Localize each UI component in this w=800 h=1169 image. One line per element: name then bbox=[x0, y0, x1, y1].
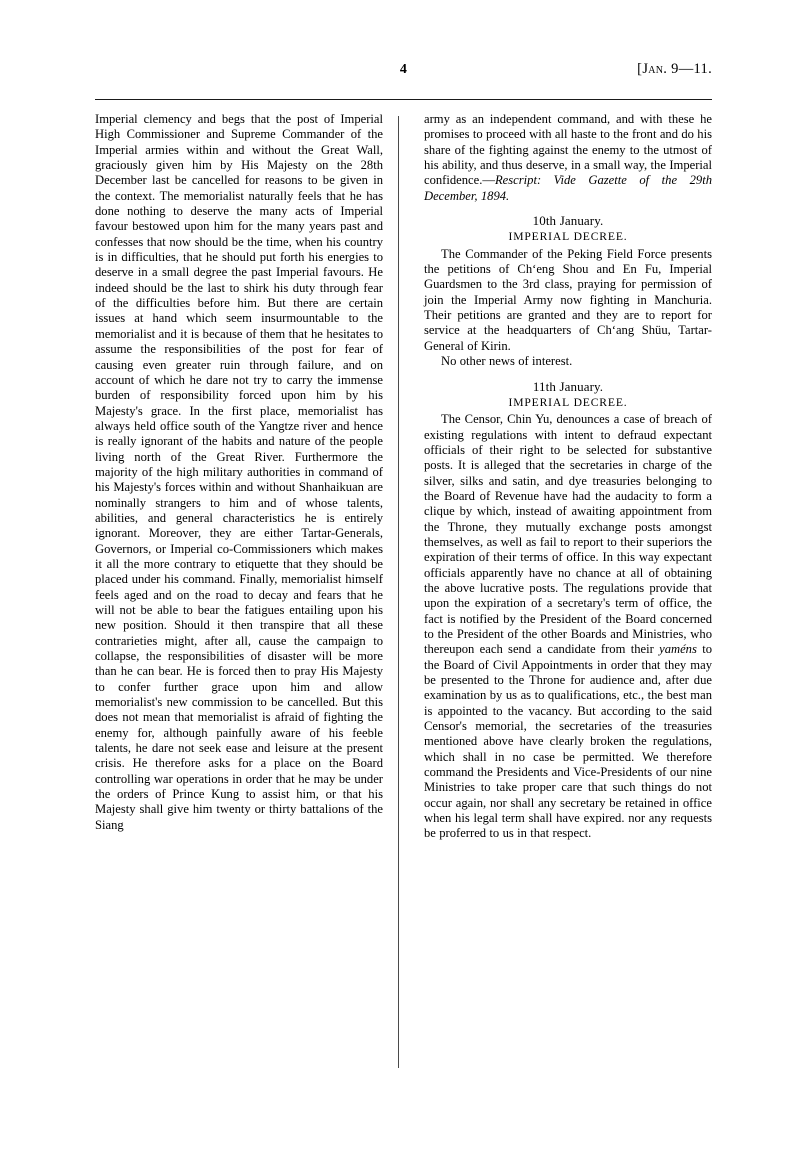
page-number: 4 bbox=[399, 62, 408, 77]
header-rule bbox=[95, 99, 712, 100]
running-head bbox=[95, 62, 712, 88]
running-head-days: 9—11. bbox=[667, 61, 712, 77]
date-heading-11th-january: 11th January. bbox=[532, 378, 604, 394]
date-heading-10th-january: 10th January. bbox=[532, 213, 604, 229]
no-other-news-note: No other news of interest. bbox=[441, 354, 573, 369]
memorial-conclusion-text: army as an independent command, and with these he promises to proceed with all haste to the front and do his share of the fighting against the enemy to the utmost of his ability, and thus deserve, in a small way, the Imperial confidence.— bbox=[424, 112, 712, 188]
column-divider-rule bbox=[398, 116, 399, 1068]
decree-heading-11th-january: IMPERIAL DECREE. bbox=[508, 395, 628, 409]
memorial-continuation-paragraph: Imperial clemency and begs that the post of Imperial High Commissioner and Supreme Commander of the Imperial armies within and without the Great Wall, graciously given him by His Majesty on the 28th December last be cancelled for reasons to be given in the context. The memorialist naturally feels that he has done nothing to deserve the many acts of Imperial favour bestowed upon him for the many years past and confesses that now should be the time, when his country is in difficulties, that he should put forth his energies to deserve in a small degree the past Imperial favours. He indeed should be the last to shirk his duty through fear of the difficulties before him. But there are certain issues at hand which seem insurmountable to the memorialist and it is because of them that he hesitates to assume the responsibilities of the post for fear of causing even greater ruin through failure, and on account of which he dare not try to carry the immense burden of responsibility forced upon him by his Majesty's grace. In the first place, memorialist has always held office south of the Yangtze river and hence is really ignorant of the habits and nature of the people living north of the Great River. Furthermore the majority of the high military authorities in command of his Majesty's forces within and without Shanhaikuan are nominally strangers to him and of whose talents, abilities, and general characteristics he is entirely ignorant. Moreover, they are either Tartar-Generals, Governors, or Imperial co-Commissioners which makes it all the more contrary to etiquette that they should be placed under his command. Finally, memorialist himself feels aged and on the road to decay and fears that he will not be able to bear the fatigues entailing upon his new position. Should it then transpire that all these contrarieties might, after all, cause the campaign to collapse, the responsibilities of disaster will be more than he can bear. He is forced then to pray His Majesty to confer further grace upon him and allow memorialist's new commission to be cancelled. But this does not mean that memorialist is afraid of fighting the enemy for, although painfully aware of his feeble talents, he dare not seek ease and leisure at the present crisis. He therefore asks for a place on the Board controlling war operations in order that he may be under the orders of Prince Kung to assist him, or that his Majesty shall give him twenty or thirty battalions of the Siang bbox=[95, 112, 383, 832]
decree-body-part-one: The Censor, Chin Yu, denounces a case of breach of existing regulations with intent to defraud expectant officials of their right to be selected for substantive posts. It is alleged that the secretaries in charge of the silver, silks and satin, and dye treasuries belonging to the Board of Revenue have had the audacity to form a clique by which, instead of awaiting appointment from the Throne, they mutually exchange posts amongst themselves, as well as fail to report to their superiors the expiration of their terms of office. In this way expectant officials apparently have no chance at all of obtaining the above lucrative posts. The regulations provide that upon the expiration of a secretary's term of office, the fact is notified by the President of the Board concerned to the President of the other Boards and Ministries, who thereupon each send a candidate from their bbox=[424, 412, 712, 657]
running-head-date-range bbox=[637, 61, 712, 78]
decree-body-11th-january bbox=[424, 412, 712, 842]
rescript-label: Rescript: bbox=[494, 173, 542, 188]
memorial-conclusion-paragraph bbox=[424, 112, 712, 204]
yamens-term: yaméns bbox=[659, 642, 697, 657]
decree-body-part-two: to the Board of Civil Appointments in order that they may be presented to the Throne for audience and, after due examination by us as to qualifications, etc., the best man is appointed to the vacancy. But according to the said Censor's memorial, the secretaries of the treasuries mentioned above have clearly broken the regulations, which shall in no case be permitted. We therefore command the Presidents and Vice-Presidents of our nine Ministries to take proper care that such things do not occur again, nor shall any secretary be retained in office when his legal term shall have expired. nor any requests be proferred to us in that respect. bbox=[424, 642, 712, 841]
rescript-reference: Vide Gazette of the 29th December, 1894. bbox=[424, 173, 712, 203]
decree-body-10th-january: The Commander of the Peking Field Force presents the petitions of Ch‘eng Shou and En Fu, Imperial Guardsmen to the 3rd class, praying for permission of join the Imperial Army now fighting in Manchuria. Their petitions are granted and they are to report for service at the headquarters of Ch‘ang Shüu, Tartar-General of Kirin. bbox=[424, 246, 712, 353]
left-column bbox=[95, 112, 383, 833]
bracket-open: [ bbox=[637, 61, 643, 77]
decree-heading-10th-january: IMPERIAL DECREE. bbox=[508, 230, 628, 244]
right-column bbox=[424, 112, 712, 842]
running-head-month: Jan. bbox=[642, 61, 668, 77]
